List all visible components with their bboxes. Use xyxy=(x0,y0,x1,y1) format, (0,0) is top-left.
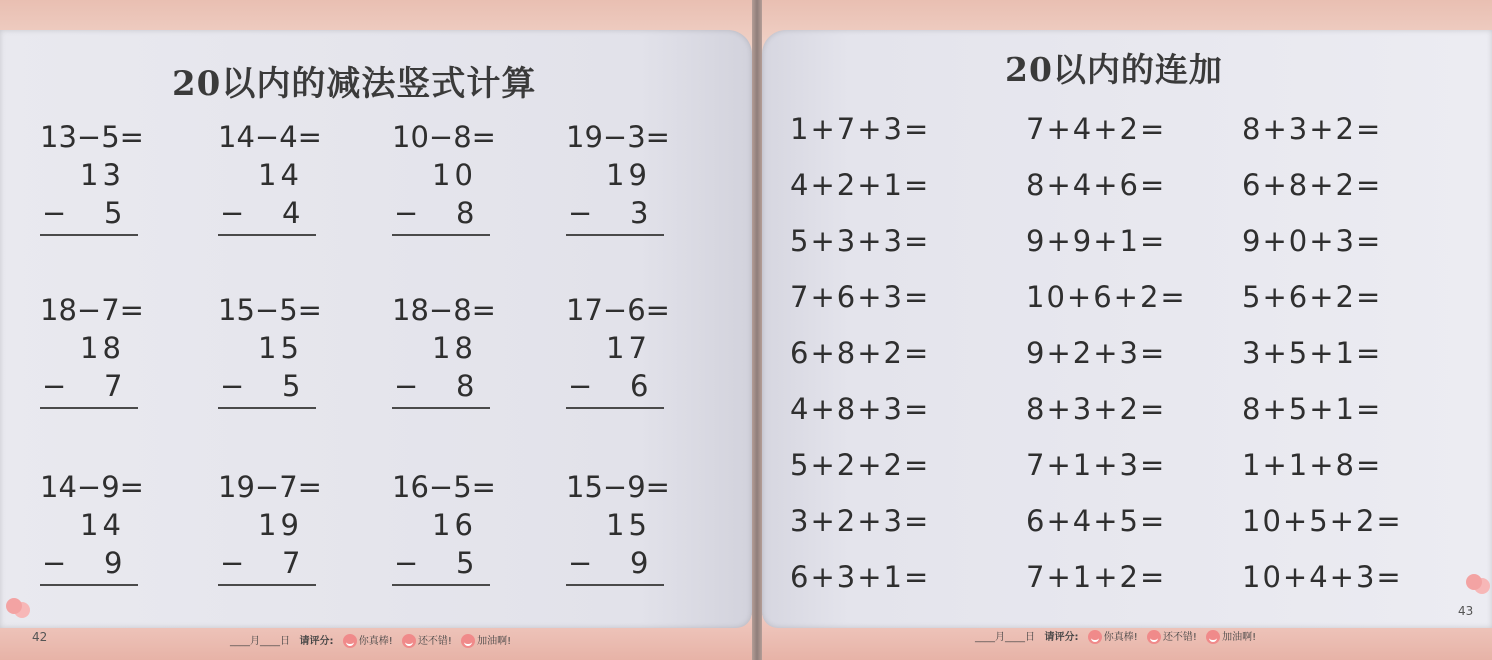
answer-line xyxy=(566,584,664,586)
rating-option-2: 还不错! xyxy=(417,636,452,647)
addition-problem: 10+6+2= xyxy=(1026,280,1187,314)
subtrahend: 7 xyxy=(104,369,123,403)
addition-problem: 10+4+3= xyxy=(1242,560,1403,594)
left-footer xyxy=(230,632,511,648)
addition-problem: 9+9+1= xyxy=(1026,224,1167,258)
minus-sign: − xyxy=(568,546,593,580)
subtrahend: 9 xyxy=(630,546,649,580)
answer-line xyxy=(218,407,316,409)
problem-equation: 19−7= xyxy=(218,470,322,504)
date-field: ____月____日 xyxy=(230,636,290,647)
answer-line xyxy=(566,407,664,409)
answer-line xyxy=(218,584,316,586)
addition-problem: 6+3+1= xyxy=(790,560,931,594)
addition-problem: 7+1+2= xyxy=(1026,560,1167,594)
addition-problem: 5+3+3= xyxy=(790,224,931,258)
subtraction-problem xyxy=(218,470,338,620)
subtraction-problem xyxy=(566,120,686,270)
minus-sign: − xyxy=(568,369,593,403)
addition-problem: 7+1+3= xyxy=(1026,448,1167,482)
minuend: 18 xyxy=(80,331,125,365)
minuend: 19 xyxy=(606,158,651,192)
minuend: 15 xyxy=(606,508,651,542)
addition-problem: 5+6+2= xyxy=(1242,280,1383,314)
flower-icon xyxy=(1466,574,1482,590)
addition-problem: 8+3+2= xyxy=(1026,392,1167,426)
rating-label: 请评分: xyxy=(299,636,334,647)
flower-icon xyxy=(6,598,22,614)
minuend: 14 xyxy=(258,158,303,192)
minuend: 15 xyxy=(258,331,303,365)
page-number-right: 43 xyxy=(1458,604,1474,618)
problem-equation: 15−9= xyxy=(566,470,670,504)
problem-equation: 13−5= xyxy=(40,120,144,154)
addition-problem: 8+4+6= xyxy=(1026,168,1167,202)
rating-option-3: 加油啊! xyxy=(477,636,512,647)
answer-line xyxy=(392,407,490,409)
subtraction-problem xyxy=(392,120,512,270)
problem-equation: 19−3= xyxy=(566,120,670,154)
subtraction-problem xyxy=(392,293,512,443)
addition-problem: 8+5+1= xyxy=(1242,392,1383,426)
page-number-left: 42 xyxy=(32,630,48,644)
subtrahend: 4 xyxy=(282,196,301,230)
addition-problem: 10+5+2= xyxy=(1242,504,1403,538)
subtraction-problem xyxy=(566,470,686,620)
problem-equation: 17−6= xyxy=(566,293,670,327)
minuend: 16 xyxy=(432,508,477,542)
smile-icon xyxy=(461,634,475,648)
addition-problem: 4+2+1= xyxy=(790,168,931,202)
minus-sign: − xyxy=(42,546,67,580)
book-spine xyxy=(752,0,762,660)
problem-equation: 18−8= xyxy=(392,293,496,327)
smile-icon xyxy=(343,634,357,648)
subtrahend: 8 xyxy=(456,196,475,230)
minus-sign: − xyxy=(394,196,419,230)
smile-icon xyxy=(1147,630,1161,644)
addition-problem: 6+8+2= xyxy=(1242,168,1383,202)
minus-sign: − xyxy=(220,369,245,403)
subtraction-problem xyxy=(218,120,338,270)
problem-equation: 18−7= xyxy=(40,293,144,327)
subtraction-problem xyxy=(40,120,160,270)
addition-problem: 7+6+3= xyxy=(790,280,931,314)
subtraction-problem xyxy=(392,470,512,620)
subtrahend: 9 xyxy=(104,546,123,580)
smile-icon xyxy=(1206,630,1220,644)
subtraction-problem xyxy=(218,293,338,443)
minus-sign: − xyxy=(394,546,419,580)
answer-line xyxy=(40,234,138,236)
minuend: 10 xyxy=(432,158,477,192)
minuend: 17 xyxy=(606,331,651,365)
minus-sign: − xyxy=(220,546,245,580)
subtrahend: 3 xyxy=(630,196,649,230)
minus-sign: − xyxy=(568,196,593,230)
addition-problem: 3+2+3= xyxy=(790,504,931,538)
rating-option-1: 你真棒! xyxy=(1103,632,1138,643)
minuend: 14 xyxy=(80,508,125,542)
smile-icon xyxy=(402,634,416,648)
problem-equation: 14−4= xyxy=(218,120,322,154)
addition-problem: 4+8+3= xyxy=(790,392,931,426)
subtrahend: 5 xyxy=(456,546,475,580)
answer-line xyxy=(392,234,490,236)
minuend: 19 xyxy=(258,508,303,542)
date-field: ____月____日 xyxy=(975,632,1035,643)
subtrahend: 7 xyxy=(282,546,301,580)
addition-problem: 9+2+3= xyxy=(1026,336,1167,370)
left-page-title: 20以内的减法竖式计算 xyxy=(172,64,537,104)
addition-problem: 5+2+2= xyxy=(790,448,931,482)
addition-problem: 7+4+2= xyxy=(1026,112,1167,146)
rating-label: 请评分: xyxy=(1044,632,1079,643)
addition-problem: 6+8+2= xyxy=(790,336,931,370)
addition-problem: 9+0+3= xyxy=(1242,224,1383,258)
subtraction-problem xyxy=(40,293,160,443)
answer-line xyxy=(392,584,490,586)
rating-option-2: 还不错! xyxy=(1162,632,1197,643)
problem-equation: 14−9= xyxy=(40,470,144,504)
answer-line xyxy=(40,584,138,586)
minuend: 13 xyxy=(80,158,125,192)
addition-problem: 1+1+8= xyxy=(1242,448,1383,482)
problem-equation: 15−5= xyxy=(218,293,322,327)
minuend: 18 xyxy=(432,331,477,365)
rating-option-3: 加油啊! xyxy=(1222,632,1257,643)
addition-problem: 1+7+3= xyxy=(790,112,931,146)
subtraction-problem xyxy=(40,470,160,620)
minus-sign: − xyxy=(42,196,67,230)
answer-line xyxy=(40,407,138,409)
smile-icon xyxy=(1088,630,1102,644)
problem-equation: 16−5= xyxy=(392,470,496,504)
addition-problem: 3+5+1= xyxy=(1242,336,1383,370)
answer-line xyxy=(218,234,316,236)
subtrahend: 6 xyxy=(630,369,649,403)
minus-sign: − xyxy=(220,196,245,230)
subtrahend: 5 xyxy=(104,196,123,230)
addition-problem: 8+3+2= xyxy=(1242,112,1383,146)
subtrahend: 8 xyxy=(456,369,475,403)
rating-option-1: 你真棒! xyxy=(358,636,393,647)
answer-line xyxy=(566,234,664,236)
minus-sign: − xyxy=(42,369,67,403)
subtrahend: 5 xyxy=(282,369,301,403)
addition-problem: 6+4+5= xyxy=(1026,504,1167,538)
subtraction-problem xyxy=(566,293,686,443)
minus-sign: − xyxy=(394,369,419,403)
right-footer xyxy=(975,628,1256,644)
problem-equation: 10−8= xyxy=(392,120,496,154)
right-page-title: 20以内的连加 xyxy=(1005,50,1223,89)
